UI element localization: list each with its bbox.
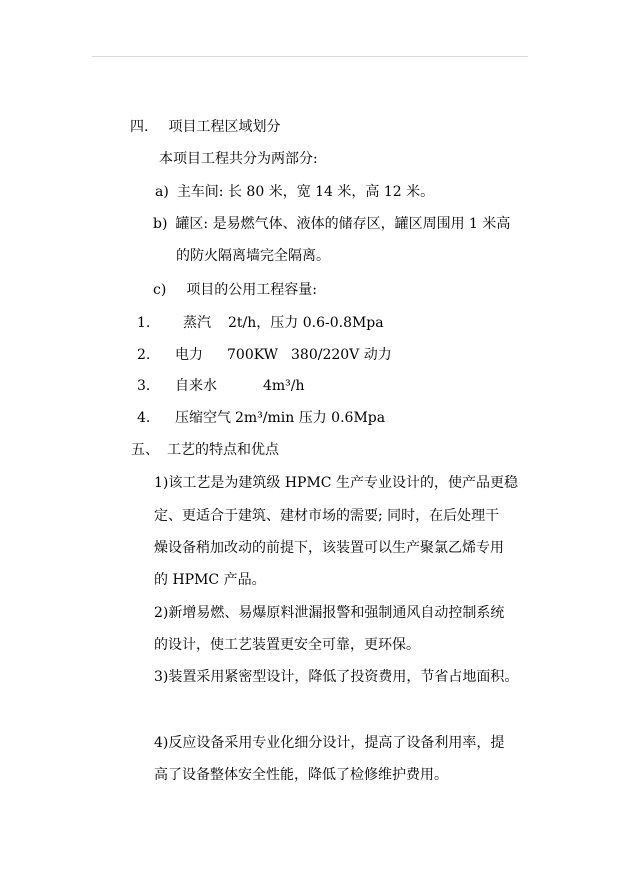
utility-name: 压缩空气 [175,410,231,426]
utility-num: 2. [137,347,151,363]
utility-num: 3. [137,378,151,394]
p1-line-3: 燥设备稍加改动的前提下，该装置可以生产聚氯乙烯专用 [154,540,504,556]
section5-heading [131,441,279,459]
item-c-text: 项目的公用工程容量: [186,282,318,298]
utility-name: 电力 [175,347,203,363]
p1-line-4: 的 HPMC 产品。 [154,572,266,588]
p2-line-2: 的设计，使工艺装置更安全可靠，更环保。 [154,637,420,653]
p1-line-2: 定、更适合于建筑、建材市场的需要; 同时，在后处理干 [154,508,500,524]
utility-extra: 380/220V 动力 [291,347,392,363]
utility-num: 4. [137,410,151,426]
section4-heading-num: 四. [130,119,149,135]
item-a-label: a) [155,184,169,200]
section5-heading-title: 工艺的特点和优点 [167,442,279,458]
item-a-text: 主车间: 长 80 米，宽 14 米，高 12 米。 [176,184,435,200]
item-c [153,281,317,299]
utility-spec: 4m³/h [263,378,305,394]
utility-row-1 [137,314,384,332]
utility-name: 自来水 [175,378,217,394]
utility-name: 蒸汽 [183,315,211,331]
utility-spec: 700KW [227,347,279,363]
section5-heading-num: 五、 [131,442,159,458]
utility-spec: 2m³/min 压力 0.6Mpa [235,410,386,426]
p2-line-1: 2)新增易燃、易爆原料泄漏报警和强制通风自动控制系统 [154,605,505,621]
section4-heading-title: 项目工程区域划分 [168,119,281,135]
p4-line-1: 4)反应设备采用专业化细分设计，提高了设备利用率，提 [154,735,505,751]
utility-row-3 [137,377,305,395]
utility-spec: 2t/h，压力 0.6-0.8Mpa [228,315,384,331]
section4-intro: 本项目工程共分为两部分: [159,151,318,167]
item-c-label: c) [153,282,167,298]
section4-heading [130,118,280,136]
item-b-text-2: 的防火隔离墙完全隔离。 [176,248,330,264]
header-rule [92,56,528,57]
utility-row-2 [137,346,392,364]
p4-line-2: 高了设备整体安全性能，降低了检修维护费用。 [154,767,448,783]
p3-line-1: 3)装置采用紧密型设计，降低了投资费用，节省占地面积。 [154,669,519,685]
utility-row-4 [137,409,386,427]
item-b-label: b) [153,216,168,232]
item-b-text-1: 罐区: 是易燃气体、液体的储存区，罐区周围用 1 米高 [175,216,511,232]
item-a [155,183,434,201]
item-b [153,215,510,233]
utility-num: 1. [137,315,151,331]
p1-line-1: 1)该工艺是为建筑级 HPMC 生产专业设计的，使产品更稳 [154,475,518,491]
